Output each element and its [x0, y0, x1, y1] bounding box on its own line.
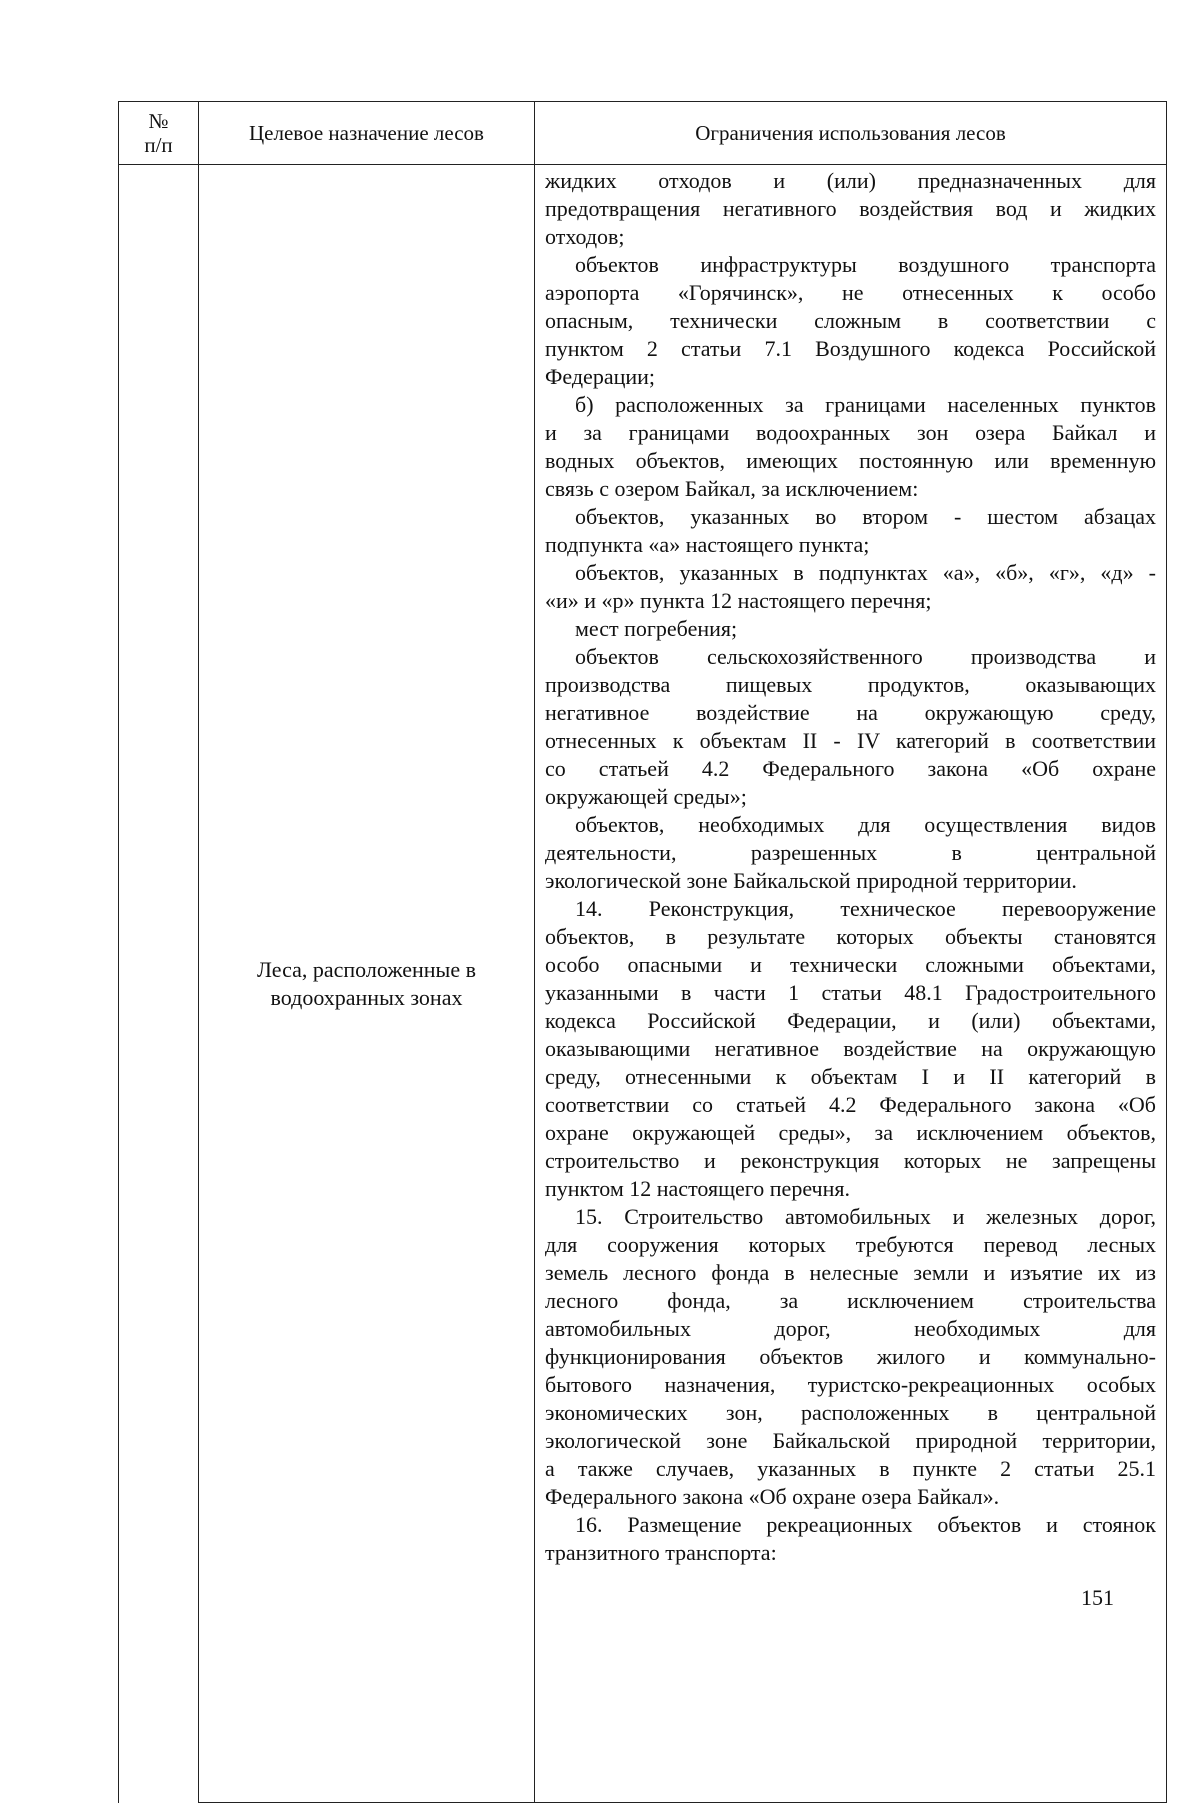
limits-line: 14. Реконструкция, техническое перевооружение	[575, 896, 1156, 921]
limits-line: указанными в части 1 статьи 48.1 Градостроительного	[545, 980, 1156, 1005]
limits-line: объектов, указанных во втором - шестом абзацах	[575, 504, 1156, 529]
limits-line: негативное воздействие на окружающую среду,	[545, 700, 1156, 725]
header-limits: Ограничения использования лесов	[535, 102, 1167, 165]
limits-line: кодекса Российской Федерации, и (или) объектами,	[545, 1008, 1156, 1033]
limits-line: объектов, указанных в подпунктах «а», «б», «г», «д» -	[575, 560, 1156, 585]
header-purpose: Целевое назначение лесов	[199, 102, 535, 165]
limits-cell	[535, 165, 1167, 1803]
limits-line: отходов;	[545, 224, 625, 249]
limits-line: Федерального закона «Об охране озера Байкал».	[545, 1484, 1000, 1509]
limits-line: экологической зоне Байкальской природной территории.	[545, 868, 1077, 893]
limits-line: а также случаев, указанных в пункте 2 статьи 25.1	[545, 1456, 1156, 1481]
limits-line: аэропорта «Горячинск», не отнесенных к особо	[545, 280, 1156, 305]
limits-text	[545, 167, 1156, 1567]
limits-line: лесного фонда, за исключением строительства	[545, 1288, 1156, 1313]
limits-line: «и» и «р» пункта 12 настоящего перечня;	[545, 588, 932, 613]
header-num	[119, 102, 199, 165]
limits-line: транзитного транспорта:	[545, 1540, 777, 1565]
limits-line: автомобильных дорог, необходимых для	[545, 1316, 1156, 1341]
limits-line: предотвращения негативного воздействия вод и жидких	[545, 196, 1156, 221]
table-row	[119, 165, 1167, 1803]
limits-line: мест погребения;	[575, 616, 738, 641]
limits-line: объектов, в результате которых объекты становятся	[545, 924, 1156, 949]
limits-line: водных объектов, имеющих постоянную или временную	[545, 448, 1156, 473]
limits-line: б) расположенных за границами населенных пунктов	[575, 392, 1156, 417]
limits-line: для сооружения которых требуются перевод лесных	[545, 1232, 1156, 1257]
limits-line: особо опасными и технически сложными объектами,	[545, 952, 1156, 977]
limits-line: Федерации;	[545, 364, 656, 389]
limits-line: оказывающими негативное воздействие на окружающую	[545, 1036, 1156, 1061]
limits-line: связь с озером Байкал, за исключением:	[545, 476, 919, 501]
limits-line: и за границами водоохранных зон озера Байкал и	[545, 420, 1156, 445]
limits-line: объектов сельскохозяйственного производства и	[575, 644, 1156, 669]
limits-line: соответствии со статьей 4.2 Федерального закона «Об	[545, 1092, 1156, 1117]
limits-line: производства пищевых продуктов, оказывающих	[545, 672, 1156, 697]
page-number: 151	[1081, 1585, 1114, 1610]
limits-line: отнесенных к объектам II - IV категорий в соответствии	[545, 728, 1156, 753]
limits-line: со статьей 4.2 Федерального закона «Об охране	[545, 756, 1156, 781]
limits-line: функционирования объектов жилого и коммунально-	[545, 1344, 1156, 1369]
limits-line: деятельности, разрешенных в центральной	[545, 840, 1156, 865]
limits-line: жидких отходов и (или) предназначенных для	[545, 168, 1156, 193]
purpose-cell	[199, 165, 535, 1803]
limits-line: подпункта «а» настоящего пункта;	[545, 532, 870, 557]
limits-line: объектов инфраструктуры воздушного транспорта	[575, 252, 1156, 277]
limits-line: среду, отнесенными к объектам I и II категорий в	[545, 1064, 1156, 1089]
limits-line: экологической зоне Байкальской природной территории,	[545, 1428, 1156, 1453]
limits-line: бытового назначения, туристско-рекреационных особых	[545, 1372, 1156, 1397]
limits-line: объектов, необходимых для осуществления видов	[575, 812, 1156, 837]
limits-line: строительство и реконструкция которых не запрещены	[545, 1148, 1156, 1173]
limits-table	[118, 101, 1167, 1803]
purpose-text: Леса, расположенные в водоохранных зонах	[257, 956, 476, 1010]
limits-line: экономических зон, расположенных в центральной	[545, 1400, 1156, 1425]
table-header-row	[119, 102, 1167, 165]
limits-line: опасным, технически сложным в соответствии с	[545, 308, 1156, 333]
limits-line: пунктом 12 настоящего перечня.	[545, 1176, 850, 1201]
limits-line: пунктом 2 статьи 7.1 Воздушного кодекса Российской	[545, 336, 1156, 361]
num-cell	[119, 165, 199, 1803]
limits-line: окружающей среды»;	[545, 784, 747, 809]
limits-line: земель лесного фонда в нелесные земли и изъятие их из	[545, 1260, 1156, 1285]
limits-line: охране окружающей среды», за исключением объектов,	[545, 1120, 1156, 1145]
header-num-label: № п/п	[144, 109, 173, 157]
limits-line: 15. Строительство автомобильных и железных дорог,	[575, 1204, 1156, 1229]
limits-line: 16. Размещение рекреационных объектов и стоянок	[575, 1512, 1156, 1537]
